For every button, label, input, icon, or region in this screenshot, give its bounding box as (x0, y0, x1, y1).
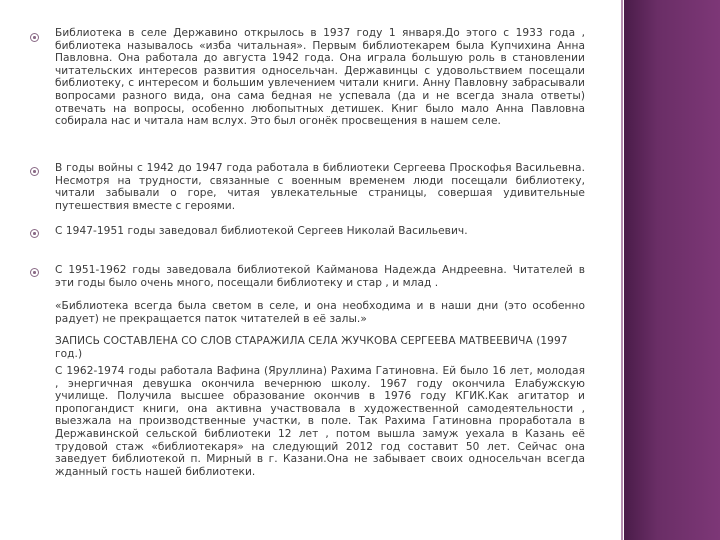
paragraph-1951: С 1951-1962 годы заведовала библиотекой Кайманова Надежда Андреевна. Читателей в эти годы было очень много, посещали библиотеку и стар , и млад . (55, 264, 585, 289)
paragraph-1962: С 1962-1974 годы работала Вафина (Яруллина) Рахима Гатиновна. Ей было 16 лет, молодая , энергичная девушка окончила вечернюю школу. 1967 году окончила Елабужскую училище. Получила высшее образование окончив в 1976 году КГИК.Как агитатор и пропогандист книги, она активна участвовала в художественной самодеятельности , выезжала на производственные участки, в поле. Так Рахима Гатиновна проработала в Державинской сельской библиотеки 12 лет , потом вышла замуж уехала в Казань её трудовой стаж «библиотекаря» на следующий 2012 год составит 50 лет. Сейчас она заведует библиотекой п. Мирный в г. Казани.Она не забывает своих односельчан всегда жданный гость нашей библиотеки. (55, 365, 585, 478)
paragraph-history: Библиотека в селе Державино открылось в 1937 году 1 января.До этого с 1933 года , библиотека называлось «изба читальная». Первым библиотекарем была Купчихина Анна Павловна. Она работала до августа 1942 года. Она играла большую роль в становлении читательских интересов развития односельчан. Державинцы с удовольствием посещали библиотеку, с интересом и большим увлечением читали книги. Анну Павловну забрасывали вопросами разного вида, она сама бедная не успевала (да и не всегда знала ответы) отвечать на вопросы, особенно любопытных детишек. Книг было мало Анна Павловна собирала нас и читала нам вслух. Это был огонёк просвещения в нашем селе. (55, 27, 585, 128)
paragraph-quote: «Библиотека всегда была светом в селе, и она необходима и в наши дни (это особенно радует) не прекращается паток читателей в её залы.» (55, 300, 585, 325)
bullet-icon (30, 33, 39, 42)
side-decoration-panel (624, 0, 720, 540)
bullet-icon (30, 167, 39, 176)
paragraph-war-years: В годы войны с 1942 до 1947 года работала в библиотеки Сергеева Проскофья Васильевна. Несмотря на трудности, связанные с военным временем люди посещали библиотеку, читали забывали о горе, читая увлекательные страницы, совершая удивительные путешествия вместе с героями. (55, 162, 585, 212)
side-divider (621, 0, 623, 540)
bullet-icon (30, 268, 39, 277)
paragraph-1947: С 1947-1951 годы заведовал библиотекой Сергеев Николай Васильевич. (55, 225, 468, 237)
paragraph-record-note: ЗАПИСЬ СОСТАВЛЕНА СО СЛОВ СТАРАЖИЛА СЕЛА ЖУЧКОВА СЕРГЕЕВА МАТВЕЕВИЧА (1997 год.) (55, 335, 568, 360)
bullet-icon (30, 229, 39, 238)
